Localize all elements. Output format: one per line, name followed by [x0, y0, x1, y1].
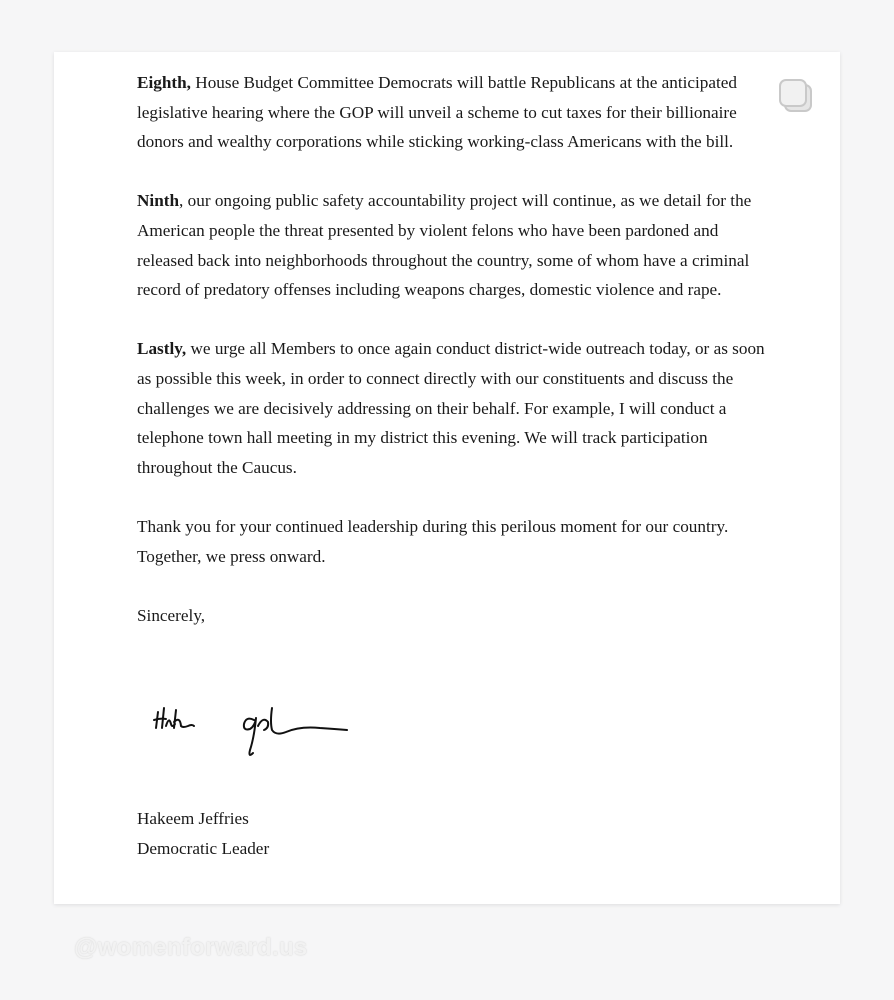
paragraph-text: , our ongoing public safety accountability project will continue, as we detail for the American people the threat presented by violent felons who have been pardoned and released back into neighborhoods throughout the country, some of whom have a criminal record of predatory offenses including weapons charges, domestic violence and rape.	[137, 191, 752, 300]
signer-name: Hakeem Jeffries	[137, 809, 249, 828]
paragraph-lastly	[137, 334, 777, 482]
signer-title: Democratic Leader	[137, 839, 270, 858]
paragraph-text: House Budget Committee Democrats will battle Republicans at the anticipated legislative hearing where the GOP will unveil a scheme to cut taxes for their billionaire donors and wealthy corporations while sticking working-class Americans with the bill.	[137, 73, 738, 152]
paragraph-eighth	[137, 68, 777, 157]
paragraph-ninth	[137, 186, 777, 304]
watermark: @womenforward.us	[74, 934, 308, 961]
paragraph-text: we urge all Members to once again conduct district-wide outreach today, or as soon as possible this week, in order to connect directly with our constituents and discuss the challenges we are decisively addressing on their behalf. For example, I will conduct a telephone town hall meeting in my district this evening. We will track participation throughout the Caucus.	[137, 339, 765, 477]
copy-icon[interactable]	[777, 77, 817, 117]
closing-paragraph: Thank you for your continued leadership during this perilous moment for our country. Together, we press onward.	[137, 516, 729, 566]
signer-block	[137, 804, 269, 864]
letter-body	[137, 68, 777, 631]
paragraph-lead: Eighth,	[137, 73, 191, 92]
paragraph-lead: Ninth	[137, 191, 180, 211]
copy-icon-front	[779, 79, 807, 107]
paragraph-lead: Lastly,	[137, 339, 187, 359]
valediction: Sincerely,	[137, 606, 206, 626]
signature-image	[150, 698, 360, 766]
